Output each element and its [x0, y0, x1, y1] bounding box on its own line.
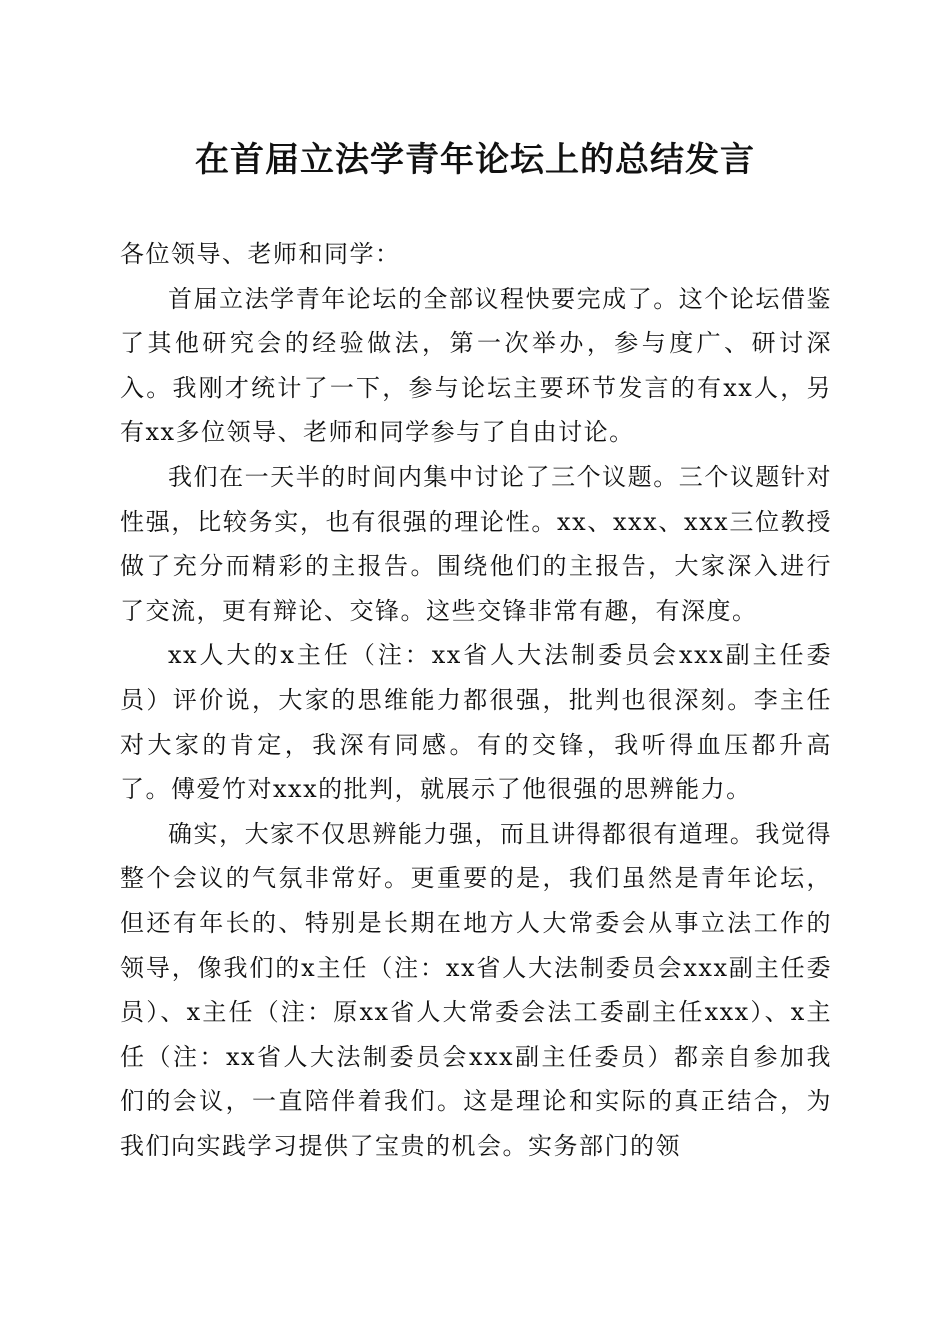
- document-title: 在首届立法学青年论坛上的总结发言: [195, 140, 755, 180]
- salutation: 各位领导、老师和同学：: [120, 240, 401, 268]
- document-body: [120, 232, 832, 1168]
- paragraph-1: 首届立法学青年论坛的全部议程快要完成了。这个论坛借鉴了其他研究会的经验做法，第一次举办，参与度广、研讨深入。我刚才统计了一下，参与论坛主要环节发言的有xx人，另有xx多位领导、老师和同学参与了自由讨论。: [120, 284, 832, 447]
- paragraph-2: 我们在一天半的时间内集中讨论了三个议题。三个议题针对性强，比较务实，也有很强的理论性。xx、xxx、xxx三位教授做了充分而精彩的主报告。围绕他们的主报告，大家深入进行了交流，更有辩论、交锋。这些交锋非常有趣，有深度。: [120, 462, 832, 625]
- paragraph-4: 确实，大家不仅思辨能力强，而且讲得都很有道理。我觉得整个会议的气氛非常好。更重要的是，我们虽然是青年论坛，但还有年长的、特别是长期在地方人大常委会从事立法工作的领导，像我们的x主任（注：xx省人大法制委员会xxx副主任委员）、x主任（注：原xx省人大常委会法工委副主任xxx）、x主任（注：xx省人大法制委员会xxx副主任委员）都亲自参加我们的会议，一直陪伴着我们。这是理论和实际的真正结合，为我们向实践学习提供了宝贵的机会。实务部门的领: [120, 819, 832, 1160]
- paragraph-3: xx人大的x主任（注：xx省人大法制委员会xxx副主任委员）评价说，大家的思维能力都很强，批判也很深刻。李主任对大家的肯定，我深有同感。有的交锋，我听得血压都升高了。傅爱竹对xxx的批判，就展示了他很强的思辨能力。: [120, 641, 832, 804]
